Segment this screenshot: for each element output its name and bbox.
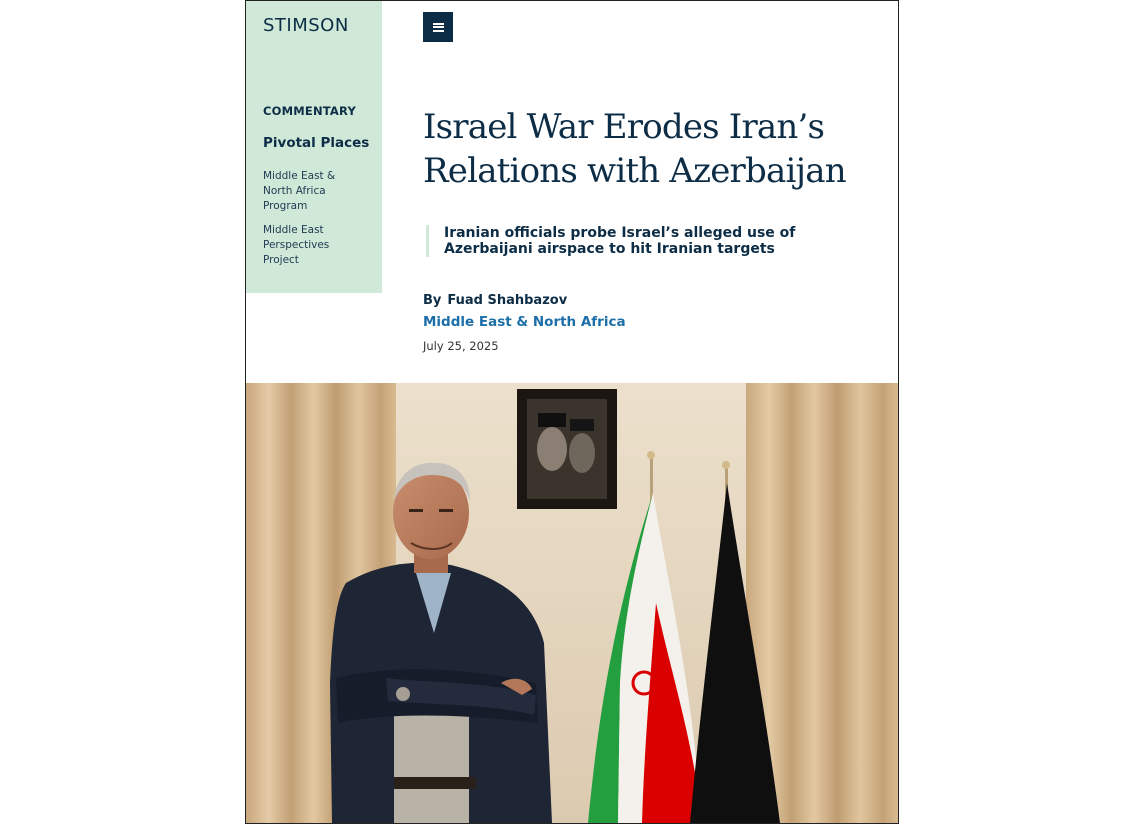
hero-photo: [246, 383, 898, 823]
sidebar: [246, 1, 382, 293]
sidebar-subcategory[interactable]: Pivotal Places: [263, 135, 370, 151]
sidebar-link-mena-program[interactable]: Middle East & North Africa Program: [263, 170, 336, 212]
publish-date: July 25, 2025: [423, 339, 499, 353]
author-link[interactable]: Fuad Shahbazov: [447, 293, 568, 308]
sidebar-link-perspectives-project[interactable]: Middle East Perspectives Project: [263, 224, 330, 266]
sidebar-category[interactable]: COMMENTARY: [263, 104, 356, 118]
byline-label: By: [423, 293, 442, 308]
menu-button[interactable]: [423, 12, 453, 42]
article-deck: Iranian officials probe Israel’s alleged use of Azerbaijani airspace to hit Iranian targets: [426, 225, 874, 257]
page-frame: [245, 0, 899, 824]
article-title: Israel War Erodes Iran’s Relations with Azerbaijan: [423, 107, 846, 191]
program-link[interactable]: Middle East & North Africa: [423, 314, 626, 330]
stimson-logo[interactable]: STIMSON: [263, 15, 349, 36]
hamburger-icon: [433, 23, 444, 32]
byline: [423, 293, 567, 308]
